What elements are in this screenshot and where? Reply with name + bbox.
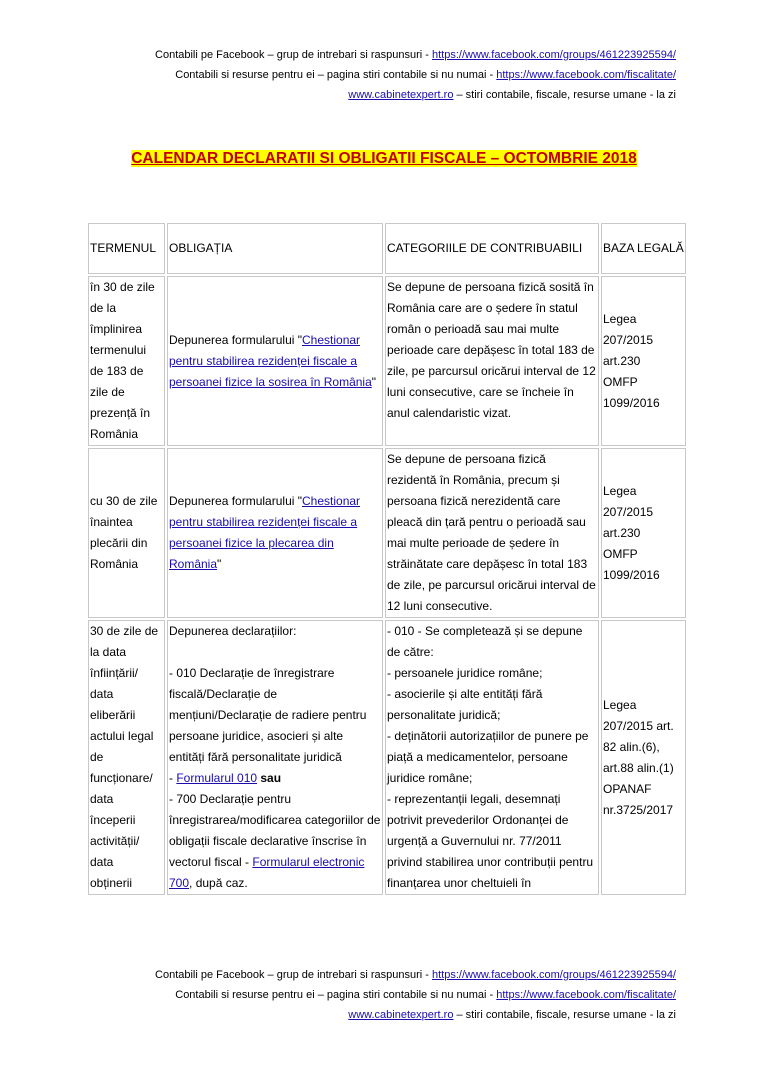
row3-category: - 010 - Se completează și se depune de către: - persoanele juridice române; - asocierile și alte entități fără personalitate juridică; - deținătorii autorizațiilor de punere pe piață a medicamentelor, persoane juridice române; - reprezentanții legali, desemnați potrivit prevederilor Ordonanței de urgență a Guvernului nr. 77/2011 privind stabilirea unor contribuții pentru finanțarea unor cheltuieli în (385, 620, 599, 895)
header-line-1: Contabili pe Facebook – grup de intrebari si raspunsuri - https://www.facebook.com/groups/461223925594/ (155, 49, 676, 61)
page-header (155, 45, 676, 105)
footer-line-2: Contabili si resurse pentru ei – pagina stiri contabile si nu numai - https://www.facebook.com/fiscalitate/ (175, 989, 676, 1001)
cabinetexpert-link[interactable]: www.cabinetexpert.ro (348, 89, 454, 101)
header-termenul: TERMENUL (88, 223, 165, 274)
footer-facebook-page-link[interactable]: https://www.facebook.com/fiscalitate/ (496, 989, 676, 1001)
row2-category: Se depune de persoana fizică rezidentă în România, precum și persoana fizică nerezidentă care pleacă din țară pentru o perioadă sau mai multe perioade de ședere în străinătate care depășesc în total 183 de zile, pe parcursul oricărui interval de 12 luni consecutive. (385, 448, 599, 618)
row1-category: Se depune de persoana fizică sosită în România care are o ședere în statul român o perioadă sau mai multe perioade care depășesc în total 183 de zile, pe parcursul oricărui interval de 12 luni consecutive, care se încheie în anul calendaristic vizat. (385, 276, 599, 446)
table-header-row (88, 223, 686, 274)
facebook-group-link[interactable]: https://www.facebook.com/groups/461223925594/ (432, 49, 676, 61)
table-row (88, 620, 686, 895)
row2-law: Legea 207/2015 art.230 OMFP 1099/2016 (601, 448, 686, 618)
header-line-3: www.cabinetexpert.ro – stiri contabile, fiscale, resurse umane - la zi (348, 89, 676, 101)
header-baza-legala: BAZA LEGALĂ (601, 223, 686, 274)
header-categorii: CATEGORIILE DE CONTRIBUABILI (385, 223, 599, 274)
footer-line-1: Contabili pe Facebook – grup de intrebari si raspunsuri - https://www.facebook.com/groups/461223925594/ (155, 969, 676, 981)
footer-cabinetexpert-link[interactable]: www.cabinetexpert.ro (348, 1009, 454, 1021)
formular-010-link[interactable]: Formularul 010 (176, 771, 258, 785)
table-row (88, 276, 686, 446)
formular-700-link[interactable]: Formularul electronic 700 (169, 855, 365, 890)
facebook-page-link[interactable]: https://www.facebook.com/fiscalitate/ (496, 69, 676, 81)
header-line-2: Contabili si resurse pentru ei – pagina stiri contabile si nu numai - https://www.facebook.com/fiscalitate/ (175, 69, 676, 81)
chestionar-plecare-link[interactable]: Chestionar pentru stabilirea rezidenței fiscale a persoanei fizice la plecarea din România (169, 494, 361, 571)
row1-term: în 30 de zile de la împlinirea termenului de 183 de zile de prezență în România (88, 276, 165, 446)
table-row (88, 448, 686, 618)
calendar-table (86, 221, 688, 897)
row2-obligation: Depunerea formularului "Chestionar pentru stabilirea rezidenței fiscale a persoanei fizice la plecarea din România" (167, 448, 383, 618)
row2-term: cu 30 de zile înaintea plecării din România (88, 448, 165, 618)
page-footer (155, 965, 676, 1025)
header-obligatia: OBLIGAȚIA (167, 223, 383, 274)
footer-line-3: www.cabinetexpert.ro – stiri contabile, fiscale, resurse umane - la zi (348, 1009, 676, 1021)
page-title: CALENDAR DECLARATII SI OBLIGATII FISCALE – OCTOMBRIE 2018 (131, 150, 637, 167)
chestionar-sosire-link[interactable]: Chestionar pentru stabilirea rezidenței fiscale a persoanei fizice la sosirea în România (169, 332, 372, 389)
row3-term: 30 de zile de la data înființării/ data eliberării actului legal de funcționare/ data începerii activității/ data obținerii (88, 620, 165, 895)
row1-obligation: Depunerea formularului "Chestionar pentru stabilirea rezidenței fiscale a persoanei fizice la sosirea în România" (167, 276, 383, 446)
row3-law: Legea 207/2015 art. 82 alin.(6), art.88 alin.(1) OPANAF nr.3725/2017 (601, 620, 686, 895)
footer-facebook-group-link[interactable]: https://www.facebook.com/groups/461223925594/ (432, 969, 676, 981)
row1-law: Legea 207/2015 art.230 OMFP 1099/2016 (601, 276, 686, 446)
row3-obligation: Depunerea declarațiilor: - 010 Declarație de înregistrare fiscală/Declarație de mențiuni/Declarație de radiere pentru persoane juridice, asocieri și alte entități fără personalitate juridică - Formularul 010 sau - 700 Declarație pentru înregistrarea/modificarea categoriilor de obligații fiscale declarative înscrise în vectorul fiscal - Formularul electronic 700, după caz. (167, 620, 383, 895)
